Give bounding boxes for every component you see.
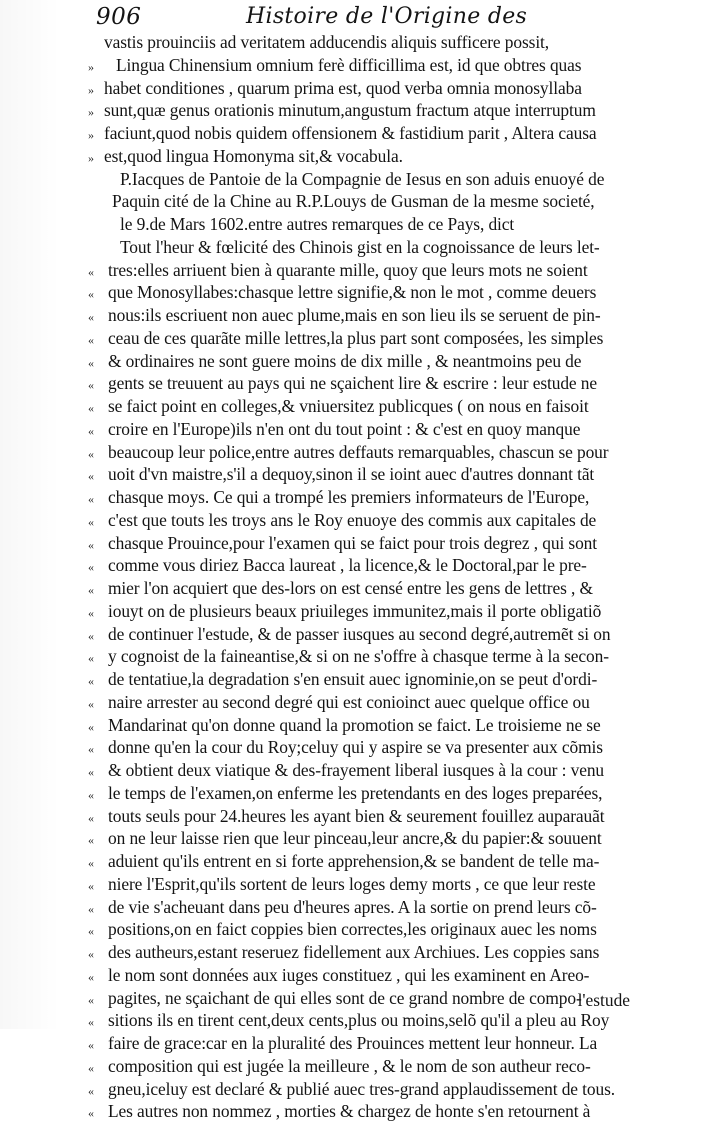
quotation-mark: « [88,264,94,279]
line-text: & ordinaires ne sont guere moins de dix mille , & neantmoins peu de [108,350,582,371]
line-text: chasque Prouince,pour l'examen qui se faict pour trois degrez , qui sont [108,532,598,553]
text-line [0,918,728,941]
page-number: 906 [96,4,142,30]
quotation-mark: » [88,105,94,120]
line-text: de continuer l'estude, & de passer iusques au second degré,autremẽt si on [108,623,611,644]
quotation-mark: « [88,901,94,916]
quotation-mark: « [88,878,94,893]
line-text: Mandarinat qu'on donne quand la promotion se faict. Le troisieme ne se [108,714,601,735]
text-line [0,327,728,350]
line-text: de vie s'acheuant dans peu d'heures apres. A la sortie on prend leurs cõ- [108,896,597,917]
text-line [0,964,728,987]
text-line [0,168,728,191]
text-line [0,509,728,532]
text-line [0,554,728,577]
text-line [0,873,728,896]
line-text: le temps de l'examen,on enferme les pretendants en des loges preparées, [108,782,603,803]
line-text: gents se treuuent au pays qui ne sçaichent lire & escrire : leur estude ne [108,373,598,394]
quotation-mark: « [88,628,94,643]
line-text: de tentatiue,la degradation s'en ensuit auec ignominie,on se peut d'ordi- [108,669,598,689]
line-text: Les autres non nommez , morties & chargez de honte s'en retournent à [108,1101,591,1122]
quotation-mark: « [88,947,94,961]
line-text: est,quod lingua Homonyma sit,& vocabula. [104,145,403,166]
text-line [0,1055,728,1078]
text-line [0,827,728,850]
line-text: chasque moys. Ce qui a trompé les premiers informateurs de l'Europe, [108,487,590,507]
quotation-mark: « [88,787,94,802]
line-text: Paquin cité de la Chine au R.P.Louys de Gusman de la mesme societé, [112,191,595,212]
line-text: faciunt,quod nobis quidem offensionem & fastidium parit , Altera causa [104,123,597,143]
line-text: ceau de ces quarãte mille lettres,la plus part sont composées, les simples [108,327,604,348]
quotation-mark: « [88,605,94,620]
text-line [0,463,728,486]
line-text: sunt,quæ genus orationis minutum,angustum fractum atque interruptum [104,100,596,121]
quotation-mark: « [88,378,94,393]
line-text: habet conditiones , quarum prima est, quod verba omnia monosyllaba [104,77,582,98]
text-line [0,691,728,714]
text-block [0,31,728,1123]
line-text: touts seuls pour 24.heures les ayant bien & seurement fouillez auparauãt [108,805,605,826]
quotation-mark: « [88,537,94,552]
line-text: croire en l'Europe)ils n'en ont du tout point : & c'est en quoy manque [108,418,581,439]
text-line [0,304,728,327]
line-text: le nom sont données aux iuges constituez , qui les examinent en Areo- [108,964,590,985]
quotation-mark: « [88,1106,94,1121]
line-text: Tout l'heur & fœlicité des Chinois gist en la cognoissance de leurs let- [120,236,600,257]
quotation-mark: » [88,82,94,97]
quotation-mark: « [88,833,94,848]
running-title: Histoire de l'Origine des [246,4,528,29]
line-text: que Monosyllabes:chasque lettre signifie,& non le mot , comme deuers [108,282,597,303]
quotation-mark: « [88,742,94,757]
text-line [0,714,728,737]
line-text: beaucoup leur police,entre autres deffauts remarquables, chascun se pour [108,441,609,462]
line-text: sitions ils en tirent cent,deux cents,plus ou moins,selõ qu'il a pleu au Roy [108,1010,610,1031]
text-line [0,532,728,555]
line-text: gneu,iceluy est declaré & publié auec tres-grand applaudissement de tous. [108,1078,615,1099]
quotation-mark: « [88,765,94,779]
line-text: c'est que touts les troys ans le Roy enuoye des commis aux capitales de [108,509,597,530]
line-text: naire arrester au second degré qui est conioinct auec quelque office ou [108,691,590,712]
text-line [0,782,728,805]
quotation-mark: « [88,423,94,438]
text-line [0,395,728,418]
quotation-mark: « [88,1038,94,1052]
quotation-mark: « [88,332,94,347]
line-text: tres:elles arriuent bien à quarante mille, quoy que leurs mots ne soient [108,259,588,280]
quotation-mark: « [88,1060,94,1075]
text-line [0,441,728,464]
text-line [0,372,728,395]
quotation-mark: « [88,992,94,1007]
text-line [0,850,728,873]
text-line [0,577,728,600]
quotation-mark: « [88,310,94,324]
quotation-mark: » [88,59,94,74]
quotation-mark: « [88,856,94,870]
text-line [0,190,728,213]
quotation-mark: « [88,969,94,984]
line-text: le 9.de Mars 1602.entre autres remarques de ce Pays, dict [120,214,515,234]
quotation-mark: « [88,287,94,302]
quotation-mark: » [88,150,94,165]
line-text: nous:ils escriuent non auec plume,mais en son lieu ils se seruent de pin- [108,305,601,325]
quotation-mark: « [88,1015,94,1030]
quotation-mark: « [88,924,94,939]
quotation-mark: « [88,446,94,461]
text-line [0,645,728,668]
text-line [0,77,728,100]
quotation-mark: « [88,810,94,825]
line-text: niere l'Esprit,qu'ils sortent de leurs loges demy morts , ce que leur reste [108,873,596,894]
text-line [0,281,728,304]
text-line [0,805,728,828]
text-line [0,145,728,168]
quotation-mark: « [88,514,94,529]
text-line [0,668,728,691]
quotation-mark: « [88,401,94,415]
text-line [0,54,728,77]
text-line [0,1032,728,1055]
quotation-mark: « [88,674,94,688]
text-line [0,213,728,236]
text-line [0,350,728,373]
line-text: iouyt on de plusieurs beaux priuileges immunitez,mais il porte obligatiõ [108,600,602,621]
line-text: y cognoist de la faineantise,& si on ne s'offre à chasque terme à la secon- [108,646,609,667]
line-text: comme vous diriez Bacca laureat , la licence,& le Doctoral,par le pre- [108,555,587,576]
text-line [0,1100,728,1123]
text-line [0,236,728,259]
text-line [0,623,728,646]
line-text: composition qui est jugée la meilleure , & le nom de son autheur reco- [108,1055,591,1076]
catchword: l'estude [577,990,630,1010]
line-text: P.Iacques de Pantoie de la Compagnie de Iesus en son aduis enuoyé de [120,168,605,189]
line-text: on ne leur laisse rien que leur pinceau,leur ancre,& du papier:& souuent [108,828,602,849]
quotation-mark: « [88,583,94,597]
quotation-mark: « [88,469,94,484]
text-line [0,896,728,919]
text-line [0,736,728,759]
text-line [0,1078,728,1101]
line-text: donne qu'en la cour du Roy;celuy qui y aspire se va presenter aux cõmis [108,737,603,758]
quotation-mark: « [88,719,94,734]
text-line [0,759,728,782]
line-text: mier l'on acquiert que des-lors on est censé entre les gens de lettres , & [108,578,593,598]
text-line [0,259,728,282]
text-line [0,99,728,122]
quotation-mark: « [88,560,94,575]
line-text: aduient qu'ils entrent en si forte apprehension,& se bandent de telle ma- [108,851,600,871]
line-text: des autheurs,estant reseruez fidellement aux Archiues. Les coppies sans [108,942,600,962]
text-line [0,486,728,509]
running-header [96,4,696,32]
line-text: pagites, ne sçaichant de qui elles sont de ce grand nombre de compo- [108,987,582,1008]
line-text: & obtient deux viatique & des-frayement liberal iusques à la cour : venu [108,760,605,780]
quotation-mark: « [88,651,94,666]
line-text: faire de grace:car en la pluralité des Prouinces mettent leur honneur. La [108,1033,598,1053]
line-text: vastis prouinciis ad veritatem adducendis aliquis sufficere possit, [104,32,550,52]
line-text: se faict point en colleges,& vniuersitez publicques ( on nous en faisoit [108,396,589,416]
quotation-mark: « [88,696,94,711]
line-text: Lingua Chinensium omnium ferè difficillima est, id que obtres quas [116,54,582,75]
quotation-mark: « [88,355,94,370]
text-line [0,418,728,441]
quotation-mark: « [88,1083,94,1098]
line-text: positions,on en faict coppies bien correctes,les originaux auec les noms [108,919,597,940]
line-text: uoit d'vn maistre,s'il a dequoy,sinon il se ioint auec d'autres donnant tãt [108,464,595,485]
quotation-mark: » [88,128,94,142]
quotation-mark: « [88,492,94,506]
text-line [0,941,728,964]
text-line [0,122,728,145]
text-line [0,600,728,623]
text-line [0,31,728,54]
